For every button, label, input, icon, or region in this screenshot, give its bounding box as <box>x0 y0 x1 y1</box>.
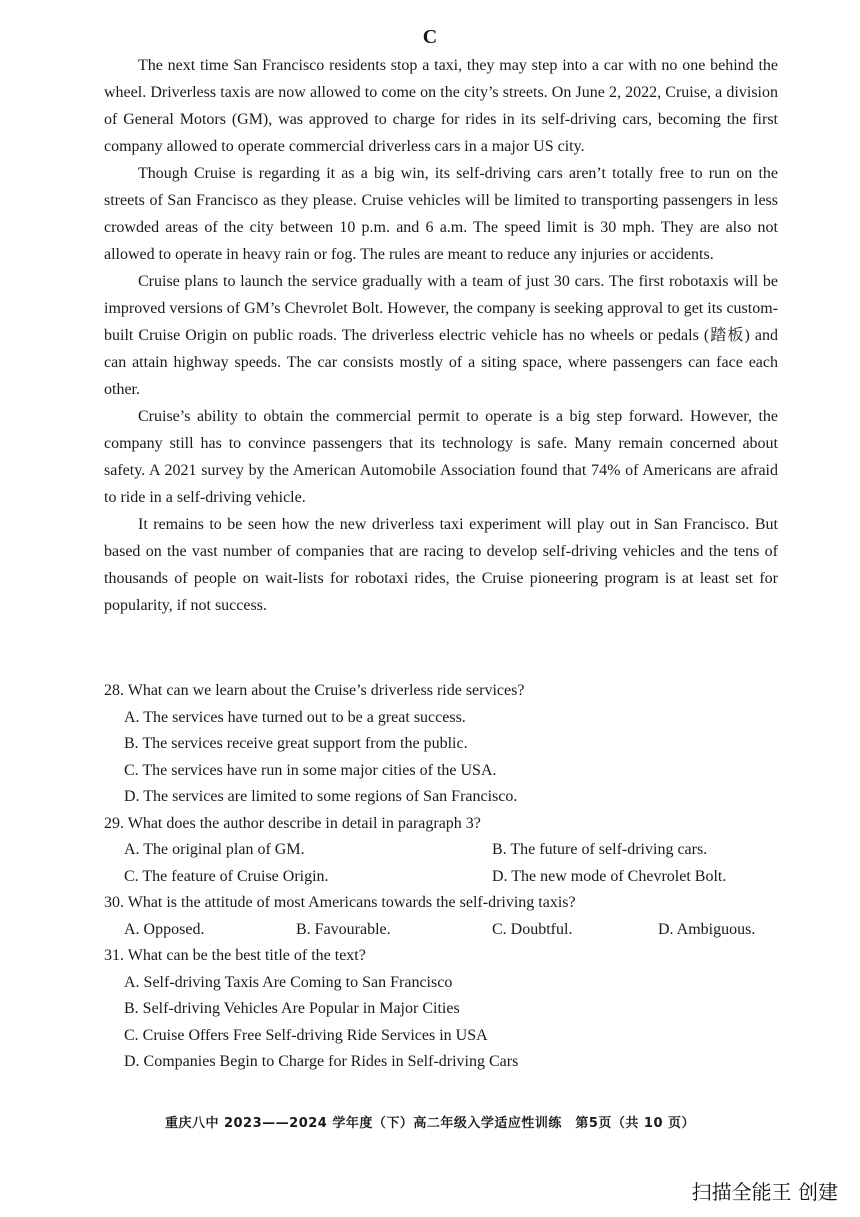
passage-paragraph-2: Though Cruise is regarding it as a big win, its self-driving cars aren’t totally free to run on the streets of San Francisco as they please. Cruise vehicles will be limited to transporting passengers in less crowded areas of the city between 10 p.m. and 6 a.m. The speed limit is 30 mph. They are also not allowed to operate in heavy rain or fog. The rules are meant to reduce any injuries or accidents. <box>104 165 778 263</box>
option-d: D. Companies Begin to Charge for Rides in Self-driving Cars <box>124 1053 519 1070</box>
option-grid <box>104 917 784 944</box>
option-a: A. The original plan of GM. <box>124 841 305 858</box>
option-d: D. The services are limited to some regions of San Francisco. <box>124 788 518 805</box>
scanner-watermark: 扫描全能王 创建 <box>691 1180 838 1204</box>
option-c: C. Cruise Offers Free Self-driving Ride Services in USA <box>124 1026 488 1044</box>
option-grid <box>104 837 784 890</box>
question-stem: 30. What is the attitude of most Americans towards the self-driving taxis? <box>104 894 576 911</box>
option-a: A. The services have turned out to be a great success. <box>124 708 466 726</box>
section-letter: C <box>422 26 438 48</box>
passage-paragraph-3: Cruise plans to launch the service gradually with a team of just 30 cars. The first robotaxis will be improved versions of GM’s Chevrolet Bolt. However, the company is seeking approval to get its custom-built Cruise Origin on public roads. The driverless electric vehicle has no wheels or pedals (踏板) and can attain highway speeds. The car consists mostly of a siting space, where passengers can face each other. <box>104 273 778 398</box>
option-b: B. Favourable. <box>296 920 391 938</box>
option-d: D. Ambiguous. <box>658 920 756 938</box>
reading-passage <box>104 52 778 619</box>
option-a: A. Self-driving Taxis Are Coming to San Francisco <box>124 973 453 991</box>
option-c: C. The feature of Cruise Origin. <box>124 867 329 885</box>
question-stem: 28. What can we learn about the Cruise’s driverless ride services? <box>104 682 525 699</box>
question-list <box>104 678 784 1076</box>
page-footer: 重庆八中 2023——2024 学年度（下）高二年级入学适应性训练 第5页（共 10 页） <box>164 1116 696 1131</box>
question-30 <box>104 890 784 943</box>
question-28 <box>104 678 784 811</box>
option-a: A. Opposed. <box>124 920 205 938</box>
question-stem: 29. What does the author describe in detail in paragraph 3? <box>104 814 481 832</box>
option-b: B. The services receive great support from the public. <box>124 735 468 752</box>
option-d: D. The new mode of Chevrolet Bolt. <box>492 867 727 885</box>
question-29 <box>104 811 784 891</box>
option-c: C. The services have run in some major cities of the USA. <box>124 761 497 779</box>
passage-paragraph-1: The next time San Francisco residents stop a taxi, they may step into a car with no one behind the wheel. Driverless taxis are now allowed to come on the city’s streets. On June 2, 2022, Cruise, a division of General Motors (GM), was approved to charge for rides in its self-driving cars, becoming the first company allowed to operate commercial driverless cars in a major US city. <box>104 57 778 155</box>
option-b: B. Self-driving Vehicles Are Popular in Major Cities <box>124 1000 460 1017</box>
question-31 <box>104 943 784 1076</box>
passage-paragraph-5: It remains to be seen how the new driverless taxi experiment will play out in San Francisco. But based on the vast number of companies that are racing to develop self-driving vehicles and the tens of thousands of people on wait-lists for robotaxi rides, the Cruise pioneering program is at least set for popularity, if not success. <box>104 516 778 614</box>
option-c: C. Doubtful. <box>492 920 573 938</box>
option-b: B. The future of self-driving cars. <box>492 841 708 858</box>
question-stem: 31. What can be the best title of the text? <box>104 947 366 964</box>
passage-paragraph-4: Cruise’s ability to obtain the commercial permit to operate is a big step forward. However, the company still has to convince passengers that its technology is safe. Many remain concerned about safety. A 2021 survey by the American Automobile Association found that 74% of Americans are afraid to ride in a self-driving vehicle. <box>104 408 778 506</box>
